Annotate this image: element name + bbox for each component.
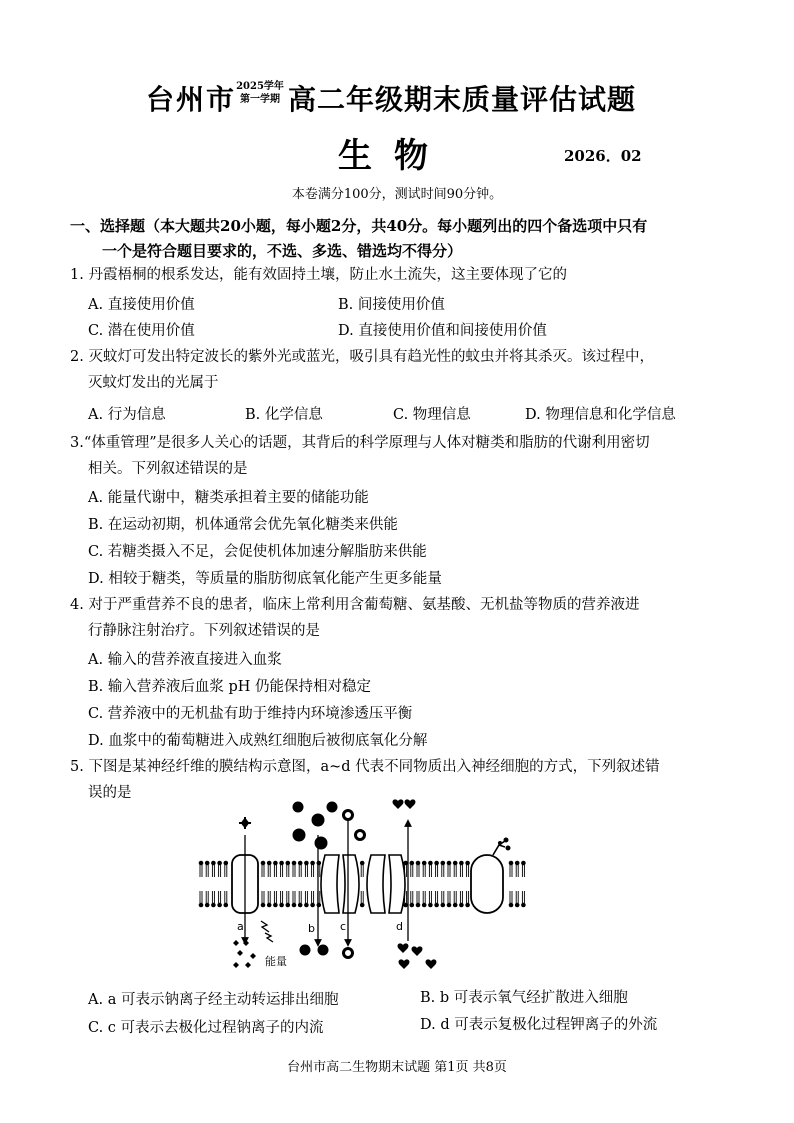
sugar-unit xyxy=(506,846,511,851)
heart-molecule-icon xyxy=(399,959,410,969)
question-stem-cont: 行静脉注射治疗。下列叙述错误的是 xyxy=(88,623,320,639)
ion-inside-a xyxy=(243,940,249,946)
phospholipid xyxy=(422,861,427,877)
phospholipid xyxy=(515,891,520,907)
glycoprotein xyxy=(471,855,503,913)
phospholipid xyxy=(360,891,365,907)
question-stem: 4. 对于严重营养不良的患者，临床上常利用含葡萄糖、氨基酸、无机盐等物质的营养液进 xyxy=(70,597,640,613)
sodium-ion-icon xyxy=(239,817,251,829)
phospholipid xyxy=(459,891,464,907)
semester-term: 第一学期 xyxy=(240,94,280,105)
label-b: b xyxy=(308,922,315,935)
q1-option-a: A. 直接使用价值 xyxy=(88,297,195,313)
sugar-unit xyxy=(504,838,509,843)
channel-protein-c-left xyxy=(321,855,339,913)
phospholipid xyxy=(205,891,210,907)
q4-option-d: D. 血浆中的葡萄糖进入成熟红细胞后被彻底氧化分解 xyxy=(88,733,428,749)
question-4 xyxy=(70,592,720,644)
q3-option-d: D. 相较于糖类，等质量的脂肪彻底氧化能产生更多能量 xyxy=(88,571,442,587)
phospholipid xyxy=(521,861,526,877)
channel-protein-c-right xyxy=(343,855,359,913)
subject-title: 生物 xyxy=(338,136,450,176)
section-heading-line2: 一个是符合题目要求的，不选、多选、错选均不得分） xyxy=(102,242,463,260)
phospholipid xyxy=(416,861,421,877)
heart-molecule-icon xyxy=(398,943,409,953)
q4-option-a: A. 输入的营养液直接进入血浆 xyxy=(88,652,282,668)
phospholipid xyxy=(410,891,415,907)
ion-inside-a xyxy=(233,940,239,946)
question-stem-cont: 相关。下列叙述错误的是 xyxy=(88,461,248,477)
phospholipid xyxy=(459,861,464,877)
label-d: d xyxy=(396,920,403,933)
heart-molecule-icon xyxy=(393,799,404,809)
q5-option-c: C. c 可表示去极化过程钠离子的内流 xyxy=(88,1020,324,1036)
q2-option-d: D. 物理信息和化学信息 xyxy=(525,407,676,423)
page-title: 高二年级期末质量评估试题 xyxy=(288,83,637,116)
question-stem: 2. 灭蚊灯可发出特定波长的紫外光或蓝光，吸引具有趋光性的蚊虫并将其杀灭。该过程中， xyxy=(70,349,654,365)
phospholipid xyxy=(267,861,272,877)
label-a: a xyxy=(237,920,244,933)
phospholipid xyxy=(224,861,229,877)
phospholipid xyxy=(273,891,278,907)
phospholipid xyxy=(298,861,303,877)
phospholipid xyxy=(428,891,433,907)
q3-option-a: A. 能量代谢中，糖类承担着主要的储能功能 xyxy=(88,490,369,506)
phospholipid xyxy=(428,861,433,877)
phospholipid xyxy=(199,891,204,907)
q2-option-c: C. 物理信息 xyxy=(393,407,471,423)
molecule-b xyxy=(293,829,306,842)
phospholipid xyxy=(279,891,284,907)
question-1 xyxy=(70,262,710,288)
q3-option-b: B. 在运动初期，机体通常会优先氧化糖类来供能 xyxy=(88,517,398,533)
membrane-diagram xyxy=(195,793,535,983)
q2-option-b: B. 化学信息 xyxy=(245,407,323,423)
page-footer: 台州市高二生物期末试题 第1页 共8页 xyxy=(287,1060,507,1075)
phospholipid xyxy=(199,861,204,877)
semester-year: 2025学年 xyxy=(236,81,284,92)
molecule-c xyxy=(356,831,365,840)
q1-option-d: D. 直接使用价值和间接使用价值 xyxy=(338,323,547,339)
phospholipid xyxy=(261,861,266,877)
ion-inside-a xyxy=(237,950,243,956)
phospholipid xyxy=(465,891,470,907)
question-2 xyxy=(70,344,720,396)
question-stem-cont: 误的是 xyxy=(88,785,132,801)
q4-option-c: C. 营养液中的无机盐有助于维持内环境渗透压平衡 xyxy=(88,706,413,722)
phospholipid xyxy=(298,891,303,907)
molecule-b-inside xyxy=(318,945,329,956)
title-city: 台州市 xyxy=(146,83,237,116)
exam-date: 2026．02 xyxy=(564,147,642,165)
phospholipid xyxy=(509,891,514,907)
phospholipid xyxy=(447,891,452,907)
heart-molecule-icon xyxy=(426,959,437,969)
molecule-b xyxy=(293,802,304,813)
phospholipid xyxy=(410,861,415,877)
semester-label xyxy=(236,80,284,106)
exam-note: 本卷满分100分，测试时间90分钟。 xyxy=(291,187,503,202)
phospholipid xyxy=(217,891,222,907)
sugar-unit xyxy=(498,841,502,845)
ion-inside-a xyxy=(250,953,256,959)
section-heading-line1: 一、选择题（本大题共20小题，每小题2分，共40分。每小题列出的四个备选项中只有 xyxy=(70,217,648,235)
phospholipid xyxy=(304,891,309,907)
phospholipid xyxy=(292,891,297,907)
phospholipid xyxy=(310,861,315,877)
molecule-b xyxy=(327,802,338,813)
phospholipid xyxy=(286,891,291,907)
phospholipid xyxy=(267,891,272,907)
question-stem: 1. 丹霞梧桐的根系发达，能有效固持土壤，防止水土流失，这主要体现了它的 xyxy=(70,267,567,283)
q2-option-a: A. 行为信息 xyxy=(88,407,166,423)
phospholipid xyxy=(286,861,291,877)
question-stem: 5. 下图是某神经纤维的膜结构示意图，a~d 代表不同物质出入神经细胞的方式，下列叙述错 xyxy=(70,759,660,775)
phospholipid xyxy=(434,861,439,877)
phospholipid xyxy=(304,861,309,877)
q5-option-a: A. a 可表示钠离子经主动转运排出细胞 xyxy=(88,992,339,1008)
phospholipid xyxy=(416,891,421,907)
ion-inside-a xyxy=(245,962,251,968)
phospholipid xyxy=(509,861,514,877)
phospholipid xyxy=(453,891,458,907)
q5-option-d: D. d 可表示复极化过程钾离子的外流 xyxy=(420,1017,658,1033)
phospholipid xyxy=(434,891,439,907)
heart-molecule-icon xyxy=(412,946,423,956)
phospholipid xyxy=(515,861,520,877)
phospholipid xyxy=(317,891,322,907)
phospholipid xyxy=(317,861,322,877)
channel-protein-d-left xyxy=(367,855,385,913)
phospholipid xyxy=(292,861,297,877)
question-stem-cont: 灭蚊灯发出的光属于 xyxy=(88,375,219,391)
phospholipid xyxy=(217,861,222,877)
phospholipid xyxy=(273,861,278,877)
molecule-b xyxy=(312,814,325,827)
q1-option-b: B. 间接使用价值 xyxy=(338,297,445,313)
phospholipid xyxy=(310,891,315,907)
phospholipid xyxy=(279,861,284,877)
heart-molecule-icon xyxy=(405,799,416,809)
energy-label: 能量 xyxy=(265,955,287,968)
molecule-b-inside xyxy=(300,945,311,956)
energy-bolt-icon xyxy=(261,921,273,942)
phospholipid xyxy=(205,861,210,877)
phospholipid xyxy=(211,861,216,877)
phospholipid xyxy=(441,861,446,877)
phospholipid xyxy=(465,861,470,877)
phospholipid xyxy=(453,861,458,877)
phospholipid xyxy=(422,891,427,907)
label-c: c xyxy=(340,920,347,933)
q3-option-c: C. 若糖类摄入不足，会促使机体加速分解脂肪来供能 xyxy=(88,544,427,560)
phospholipid xyxy=(360,861,365,877)
phospholipid xyxy=(224,891,229,907)
q4-option-b: B. 输入营养液后血浆 pH 仍能保持相对稳定 xyxy=(88,679,372,695)
channel-protein-d-right xyxy=(389,855,405,913)
molecule-c-inside xyxy=(344,949,353,958)
question-3 xyxy=(70,430,720,482)
q5-option-b: B. b 可表示氧气经扩散进入细胞 xyxy=(420,990,628,1006)
phospholipid xyxy=(441,891,446,907)
q1-option-c: C. 潜在使用价值 xyxy=(88,323,195,339)
phospholipid xyxy=(261,891,266,907)
phospholipid xyxy=(521,891,526,907)
molecule-c xyxy=(344,811,353,820)
section-heading xyxy=(70,214,710,264)
molecule-b xyxy=(315,837,328,850)
question-stem: 3.“体重管理”是很多人关心的话题，其背后的科学原理与人体对糖类和脂肪的代谢利用密切 xyxy=(70,435,650,451)
phospholipid xyxy=(211,891,216,907)
ion-inside-a xyxy=(233,962,239,968)
phospholipid xyxy=(447,861,452,877)
